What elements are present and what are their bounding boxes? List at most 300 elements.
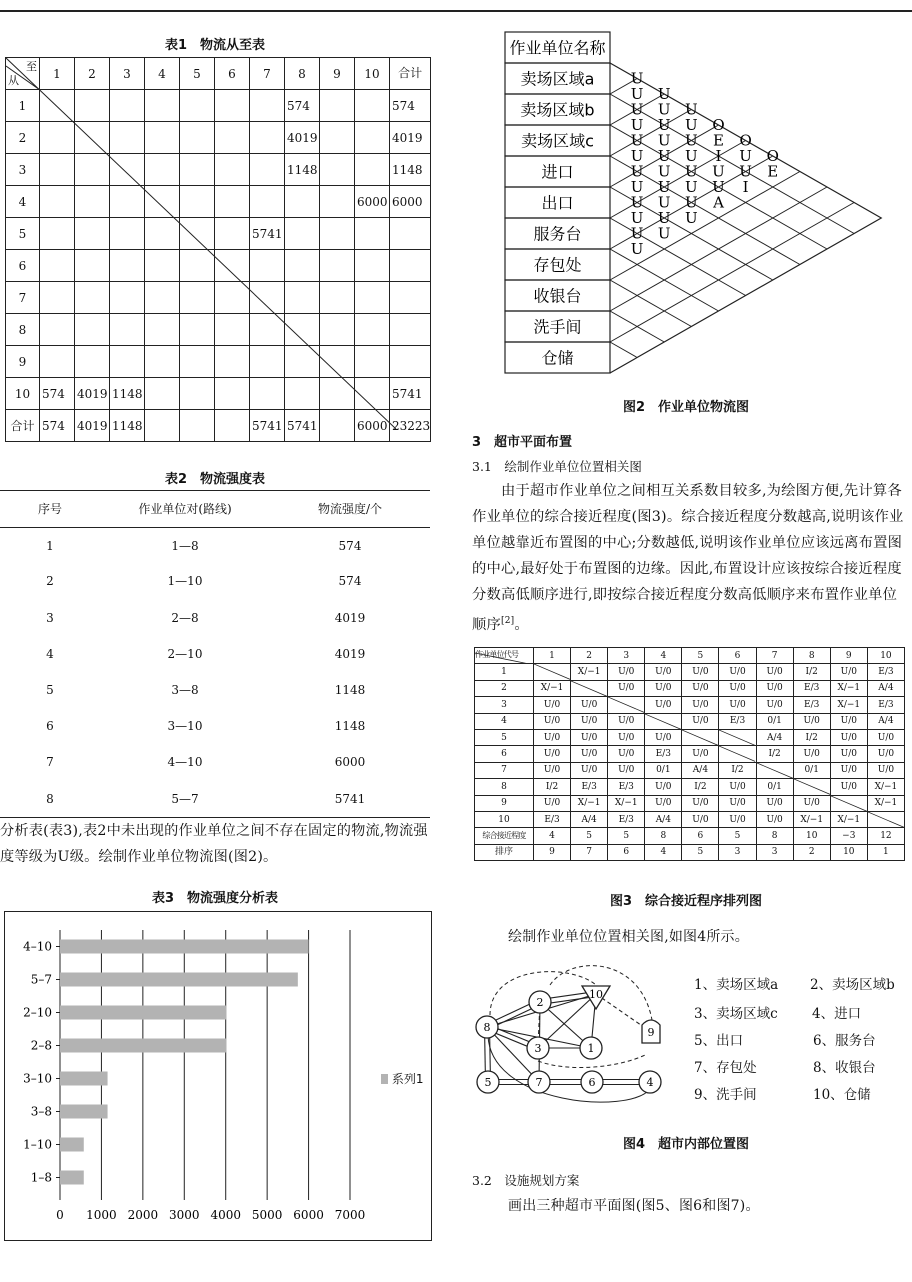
fig2-diag-up — [610, 203, 854, 343]
fig3-cell: U/0 — [830, 762, 867, 778]
fig3-col-header: 1 — [534, 648, 571, 664]
table1-row-label: 4 — [6, 186, 40, 218]
fig3-cell: U/0 — [719, 680, 756, 696]
fig2-rel-letter: U — [630, 193, 644, 212]
fig2-rel-letter: U — [630, 162, 644, 181]
fig2-unit-label: 洗手间 — [533, 317, 582, 337]
fig3-cell: U/0 — [682, 697, 719, 713]
fig2-diag-down — [610, 280, 691, 327]
table1-row-label: 3 — [6, 154, 40, 186]
table1-row-label: 9 — [6, 346, 40, 378]
fig2-rel-letter: E — [767, 162, 779, 181]
table2-header: 物流强度/个 — [270, 491, 430, 527]
legend-7: 7、存包处 — [694, 1060, 757, 1076]
fig2-rel-letter: U — [657, 147, 671, 165]
fig3-rank: 10 — [830, 844, 867, 860]
table2-cell: 574 — [338, 538, 362, 553]
fig3-cell: A/4 — [867, 713, 904, 729]
table1-row-total: 5741 — [390, 378, 431, 410]
fig3-cell: U/0 — [830, 729, 867, 745]
table2-cell: 5—7 — [171, 791, 199, 806]
fig3-cell: I/2 — [682, 779, 719, 795]
table1-row-label: 7 — [6, 282, 40, 314]
fig2-rel-letter: U — [739, 147, 752, 165]
chart-y-tick: 4–10 — [23, 939, 52, 954]
fig3-cell: U/0 — [793, 746, 830, 762]
chart-bar — [60, 1006, 227, 1020]
fig3-col-header: 7 — [756, 648, 793, 664]
fig3-cell: X/−1 — [793, 811, 830, 827]
fig2-rel-letter: U — [685, 162, 698, 181]
fig2-rel-letter: I — [715, 147, 722, 165]
fig4-node-label: 9 — [647, 1026, 655, 1039]
table1-cell: 1148 — [110, 410, 145, 442]
fig3-cell: X/−1 — [830, 680, 867, 696]
fig3-col-header: 3 — [608, 648, 645, 664]
fig3-cell: U/0 — [793, 713, 830, 729]
fig3-cell: U/0 — [571, 729, 608, 745]
fig3-cell: U/0 — [534, 713, 571, 729]
table2-header: 序号 — [0, 491, 100, 527]
table2-cell: 7 — [46, 755, 54, 770]
fig3-cell: I/2 — [719, 762, 756, 778]
fig4-caption: 图4 超市内部位置图 — [622, 1137, 750, 1152]
table1-cell: 574 — [40, 378, 75, 410]
fig3-cell — [571, 680, 608, 696]
fig2-unit-label: 进口 — [541, 162, 574, 182]
table2-header: 作业单位对(路线) — [100, 491, 270, 527]
fig3-cell: U/0 — [793, 795, 830, 811]
fig3-score: 4 — [534, 828, 571, 844]
fig2-rel-letter: U — [630, 69, 644, 88]
fig2-unit-label: 出口 — [541, 193, 574, 213]
fig2-unit-label: 卖场区域b — [520, 100, 595, 120]
fig3-col-header: 9 — [830, 648, 867, 664]
fig2-rel-letter: U — [685, 209, 698, 227]
fig3-cell: U/0 — [645, 664, 682, 680]
table2-cell: 1—10 — [167, 574, 203, 589]
fig3-cell: X/−1 — [571, 664, 608, 680]
fig3-cell: U/0 — [682, 795, 719, 811]
fig2-rel-letter: U — [630, 147, 644, 165]
fig2-rel-letter: U — [685, 131, 698, 150]
table1-row-label: 合计 — [6, 410, 40, 442]
table2-cell: 2—10 — [167, 646, 203, 661]
fig2-rel-letter: U — [685, 178, 698, 196]
fig4-link — [488, 1035, 650, 1102]
fig2-rel-letter: U — [630, 131, 644, 150]
chart-bar — [60, 1039, 227, 1053]
fig3-cell: 0/1 — [756, 779, 793, 795]
fig3-table — [474, 647, 905, 861]
legend-9: 9、洗手间 — [694, 1087, 757, 1103]
table1-cell: 1148 — [285, 154, 320, 186]
fig3-cell: E/3 — [534, 811, 571, 827]
table1-col-header: 9 — [320, 58, 355, 90]
fig3-rank-label: 排序 — [475, 844, 534, 860]
fig3-cell: U/0 — [571, 697, 608, 713]
fig3-cell: U/0 — [756, 697, 793, 713]
table2-cell: 574 — [338, 574, 362, 589]
table1-cell: 6000 — [355, 410, 390, 442]
section3-paragraph-text: 由于超市作业单位之间相互关系数目较多,为绘图方便,先计算各作业单位的综合接近程度(图3)。综合接近程度分数越高,说明该作业单位越靠近布置图的中心;分数越低,说明该作业单位应该远离布置图的中心,最好处于布置图的边缘。因此,布置设计应该按综合接近程度分数高低顺序进行,即按综合接近程度分数高低顺序来布置作业单位顺序 — [472, 483, 904, 633]
chart-bar — [60, 973, 298, 987]
fig3-cell: A/4 — [756, 729, 793, 745]
fig2-unit-label: 卖场区域c — [521, 131, 594, 151]
fig4-node-label: 8 — [483, 1021, 491, 1034]
fig3-cell: 0/1 — [793, 762, 830, 778]
fig2-rel-letter: U — [657, 131, 671, 150]
fig3-cell — [608, 697, 645, 713]
fig3-cell: X/−1 — [571, 795, 608, 811]
legend-6: 6、服务台 — [813, 1033, 876, 1049]
fig4-graph — [470, 955, 685, 1115]
fig2-caption: 图2 作业单位物流图 — [622, 400, 750, 415]
fig2-rel-letter: U — [630, 178, 644, 196]
fig3-cell: X/−1 — [867, 779, 904, 795]
fig3-cell: U/0 — [719, 795, 756, 811]
chart-x-tick: 3000 — [169, 1208, 200, 1222]
fig3-score: −3 — [830, 828, 867, 844]
fig4-node-label: 6 — [588, 1076, 596, 1089]
table1 — [5, 57, 431, 442]
fig3-caption: 图3 综合接近程序排列图 — [609, 894, 763, 909]
fig3-cell — [534, 664, 571, 680]
fig3-rank: 3 — [719, 844, 756, 860]
fig3-cell: A/4 — [867, 680, 904, 696]
fig3-rank: 3 — [756, 844, 793, 860]
fig2 — [490, 30, 890, 375]
fig3-cell: X/−1 — [867, 795, 904, 811]
fig3-cell: U/0 — [830, 664, 867, 680]
fig3-row-label: 6 — [475, 746, 534, 762]
fig2-rel-letter: U — [657, 224, 671, 243]
table1-cell: 574 — [40, 410, 75, 442]
fig4-node-label: 4 — [646, 1076, 654, 1089]
fig3-cell: U/0 — [719, 697, 756, 713]
fig3-rank: 9 — [534, 844, 571, 860]
fig3-row-label: 9 — [475, 795, 534, 811]
table1-col-header: 6 — [215, 58, 250, 90]
fig3-cell: U/0 — [608, 713, 645, 729]
fig2-rel-letter: U — [685, 116, 698, 134]
chart-y-tick: 2–10 — [23, 1005, 52, 1020]
fig3-cell — [830, 795, 867, 811]
fig3-cell: U/0 — [571, 762, 608, 778]
table2-cell: 5 — [46, 683, 54, 698]
fig2-rel-letter: U — [685, 193, 698, 212]
table1-row-label: 2 — [6, 122, 40, 154]
section32-paragraph: 画出三种超市平面图(图5、图6和图7)。 — [508, 1198, 760, 1214]
chart-x-tick: 1000 — [86, 1208, 117, 1222]
chart-bar — [60, 1171, 84, 1185]
fig3-cell: A/4 — [645, 811, 682, 827]
fig3-corner-label: 作业单位代号 — [475, 650, 519, 659]
para-end: 。 — [514, 616, 529, 633]
fig2-rel-letter: U — [630, 100, 644, 119]
fig3-cell: E/3 — [793, 680, 830, 696]
fig3-score: 6 — [682, 828, 719, 844]
fig2-rel-letter: U — [657, 193, 671, 212]
fig3-col-header: 6 — [719, 648, 756, 664]
table1-cell: 6000 — [355, 186, 390, 218]
fig3-row-label: 4 — [475, 713, 534, 729]
fig4-node-label: 2 — [536, 996, 544, 1009]
fig3-cell: E/3 — [793, 697, 830, 713]
fig3-cell: I/2 — [534, 779, 571, 795]
fig3-cell — [719, 746, 756, 762]
legend-3: 3、卖场区域c — [694, 1006, 778, 1022]
table2-cell: 4 — [46, 646, 54, 661]
bar-chart-svg — [5, 912, 433, 1242]
fig3-cell: U/0 — [534, 697, 571, 713]
fig3-cell: U/0 — [867, 762, 904, 778]
fig3-cell: X/−1 — [830, 811, 867, 827]
chart-y-tick: 1–10 — [23, 1137, 52, 1152]
fig3-cell: U/0 — [608, 664, 645, 680]
table1-cell: 1148 — [110, 378, 145, 410]
fig2-rel-letter: O — [766, 147, 779, 165]
fig3-cell — [682, 729, 719, 745]
fig3-cell: U/0 — [682, 811, 719, 827]
fig2-unit-label: 存包处 — [533, 255, 582, 275]
fig3-cell — [719, 729, 756, 745]
table1-cell: 5741 — [250, 410, 285, 442]
table2-cell: 5741 — [334, 791, 366, 806]
fig2-rel-letter: U — [657, 85, 671, 103]
chart-x-tick: 5000 — [251, 1208, 283, 1222]
table1-cell: 4019 — [285, 122, 320, 154]
chart-x-tick: 7000 — [334, 1208, 366, 1222]
fig4-node-label: 3 — [534, 1042, 542, 1055]
fig3-cell: U/0 — [608, 762, 645, 778]
chart-bar — [60, 1138, 84, 1152]
fig3-col-header: 4 — [645, 648, 682, 664]
fig3-cell: U/0 — [645, 729, 682, 745]
fig3-cell: 0/1 — [756, 713, 793, 729]
fig3-col-header: 2 — [571, 648, 608, 664]
fig3-score: 10 — [793, 828, 830, 844]
fig2-rel-letter: U — [630, 240, 644, 258]
fig3-cell: U/0 — [719, 664, 756, 680]
table2-cell: 6 — [46, 719, 54, 734]
chart-y-tick: 3–10 — [23, 1071, 52, 1086]
fig3-cell: E/3 — [867, 697, 904, 713]
fig3-cell: U/0 — [682, 680, 719, 696]
table1-cell: 5741 — [250, 218, 285, 250]
fig2-diag-down — [610, 94, 854, 234]
fig3-cell: E/3 — [719, 713, 756, 729]
fig3-col-header: 5 — [682, 648, 719, 664]
table2-cell: 6000 — [334, 755, 366, 770]
table2-cell: 1—8 — [171, 538, 199, 553]
table1-total-header: 合计 — [390, 58, 431, 90]
top-rule — [0, 10, 912, 12]
table2-caption: 表2 物流强度表 — [164, 472, 266, 487]
fig3-row-label: 3 — [475, 697, 534, 713]
table2-cell: 3—8 — [171, 683, 199, 698]
fig2-rel-letter: I — [742, 178, 749, 196]
table1-row-label: 1 — [6, 90, 40, 122]
table2-cell: 4—10 — [167, 755, 203, 770]
fig2-rel-letter: U — [685, 100, 698, 119]
table1-row-label: 5 — [6, 218, 40, 250]
fig3-rank: 6 — [608, 844, 645, 860]
fig3-cell: E/3 — [867, 664, 904, 680]
fig3-cell: U/0 — [645, 680, 682, 696]
fig3-rank: 4 — [645, 844, 682, 860]
fig3-cell: U/0 — [534, 746, 571, 762]
table1-col-header: 10 — [355, 58, 390, 90]
fig3-cell: 0/1 — [645, 762, 682, 778]
corner-from: 从 — [8, 74, 19, 87]
fig3-cell: U/0 — [608, 729, 645, 745]
fig3-row-label: 1 — [475, 664, 534, 680]
section3-paragraph — [472, 478, 910, 638]
table1-row-total: 6000 — [390, 186, 431, 218]
fig3-score: 5 — [608, 828, 645, 844]
fig3-cell: A/4 — [682, 762, 719, 778]
chart-x-tick: 6000 — [293, 1208, 324, 1222]
chart-y-tick: 5–7 — [30, 972, 52, 987]
table1-col-header: 3 — [110, 58, 145, 90]
left-paragraph: 分析表(表3),表2中未出现的作业单位之间不存在固定的物流,物流强度等级为U级。绘制作业单位物流图(图2)。 — [0, 823, 428, 865]
fig3-rank: 7 — [571, 844, 608, 860]
fig3-cell: X/−1 — [830, 697, 867, 713]
chart-y-tick: 3–8 — [30, 1104, 52, 1119]
fig3-cell: U/0 — [756, 795, 793, 811]
fig3-cell: U/0 — [608, 746, 645, 762]
chart-y-tick: 2–8 — [30, 1038, 52, 1053]
fig2-rel-letter: E — [713, 131, 724, 150]
fig2-rel-letter: U — [657, 100, 671, 119]
chart-bar — [60, 1105, 108, 1119]
fig3-corner — [475, 648, 534, 664]
table2-cell: 2—8 — [171, 610, 199, 625]
table1-row-total: 574 — [390, 90, 431, 122]
chart-y-tick: 1–8 — [30, 1170, 52, 1185]
fig3-rank: 2 — [793, 844, 830, 860]
section32-heading: 3.2 设施规划方案 — [472, 1173, 580, 1188]
fig3-cell: U/0 — [571, 713, 608, 729]
fig3-cell — [867, 811, 904, 827]
fig3-cell — [756, 762, 793, 778]
fig2-unit-label: 收银台 — [533, 286, 582, 306]
fig3-cell: U/0 — [682, 713, 719, 729]
table2-cell: 2 — [46, 574, 54, 589]
fig2-svg — [490, 30, 890, 375]
fig2-rel-letter: O — [712, 116, 725, 134]
chart-x-tick: 2000 — [127, 1208, 159, 1222]
legend-4: 4、进口 — [812, 1006, 862, 1022]
corner-to: 至 — [26, 60, 37, 73]
fig3-cell: U/0 — [867, 729, 904, 745]
fig2-rel-letter: U — [630, 224, 644, 243]
fig3-score: 5 — [719, 828, 756, 844]
fig3-cell: E/3 — [608, 811, 645, 827]
chart-x-tick: 0 — [56, 1208, 64, 1222]
table2-cell: 3—10 — [167, 719, 203, 734]
table1-row-total: 4019 — [390, 122, 431, 154]
fig3-score: 8 — [756, 828, 793, 844]
fig3-col-header: 10 — [867, 648, 904, 664]
table2-cell: 1148 — [334, 719, 366, 734]
fig2-unit-label: 服务台 — [533, 224, 582, 244]
table2-cell: 1 — [46, 538, 54, 553]
fig4-node-label: 7 — [535, 1076, 543, 1089]
fig3-cell — [793, 779, 830, 795]
table1-diagonal — [5, 57, 430, 429]
fig3-cell: U/0 — [756, 664, 793, 680]
fig3-cell: U/0 — [645, 697, 682, 713]
fig2-diag-down — [610, 342, 637, 358]
legend-1: 1、卖场区域a — [694, 977, 779, 993]
fig4-node-label: 10 — [589, 988, 603, 1001]
fig3-score-label: 综合接近程度 — [475, 828, 534, 844]
fig3-cell: U/0 — [756, 680, 793, 696]
table1-col-header: 5 — [180, 58, 215, 90]
fig2-rel-letter: U — [657, 209, 671, 227]
fig3-cell: U/0 — [830, 779, 867, 795]
fig3-cell: U/0 — [756, 811, 793, 827]
fig2-rel-letter: U — [685, 147, 698, 165]
table1-col-header: 8 — [285, 58, 320, 90]
table1-col-header: 2 — [75, 58, 110, 90]
fig3-cell: E/3 — [645, 746, 682, 762]
fig2-rel-letter: U — [657, 162, 671, 181]
legend-swatch — [381, 1074, 388, 1084]
table1-cell: 5741 — [285, 410, 320, 442]
fig2-rel-letter: U — [712, 178, 725, 196]
bar-chart — [4, 911, 432, 1241]
fig3-row-label: 2 — [475, 680, 534, 696]
table1-caption: 表1 物流从至表 — [164, 38, 266, 53]
fig2-title: 作业单位名称 — [509, 38, 606, 58]
fig3-score: 12 — [867, 828, 904, 844]
fig3-score: 8 — [645, 828, 682, 844]
fig2-rel-letter: U — [630, 209, 644, 227]
table1-row-total: 1148 — [390, 154, 431, 186]
chart-x-tick: 4000 — [210, 1208, 241, 1222]
fig3-cell: A/4 — [571, 811, 608, 827]
table1-cell: 4019 — [75, 378, 110, 410]
table2-cell: 8 — [46, 791, 54, 806]
table1-col-header: 7 — [250, 58, 285, 90]
table1-row-label: 6 — [6, 250, 40, 282]
fig3-cell: U/0 — [682, 664, 719, 680]
fig2-rel-letter: A — [713, 193, 724, 212]
table2 — [0, 490, 430, 818]
fig3-cell: I/2 — [756, 746, 793, 762]
table1-row-label: 8 — [6, 314, 40, 346]
legend-8: 8、收银台 — [813, 1060, 876, 1076]
fig3-score: 5 — [571, 828, 608, 844]
fig4-node-label: 5 — [484, 1076, 492, 1089]
fig3-cell: U/0 — [682, 746, 719, 762]
section31-heading: 3.1 绘制作业单位位置相关图 — [472, 459, 642, 474]
fig4-node-label: 1 — [587, 1042, 595, 1055]
section3-heading: 3 超市平面布置 — [472, 435, 573, 450]
table2-cell: 3 — [46, 610, 54, 625]
fig3-rank: 1 — [867, 844, 904, 860]
legend-5: 5、出口 — [694, 1033, 744, 1049]
fig3-cell: U/0 — [830, 746, 867, 762]
fig3-cell: U/0 — [867, 746, 904, 762]
fig2-rel-letter: U — [657, 178, 671, 196]
table2-cell: 4019 — [334, 646, 366, 661]
fig3-cell: U/0 — [608, 680, 645, 696]
table1-row-total: 23223 — [390, 410, 431, 442]
